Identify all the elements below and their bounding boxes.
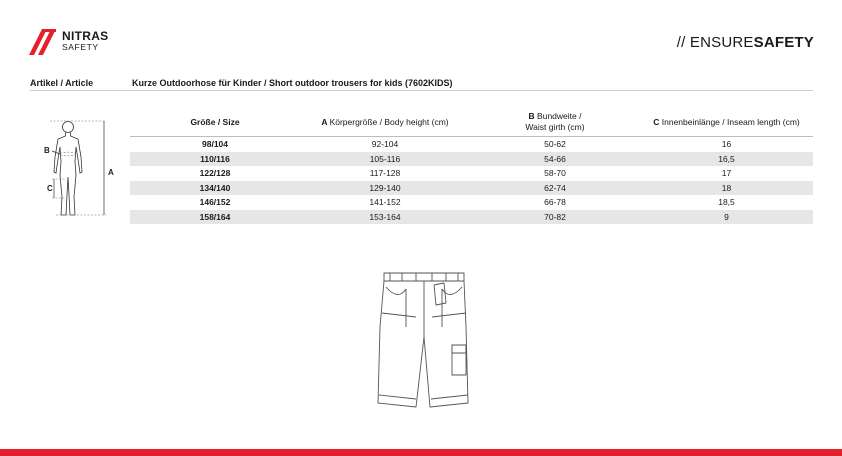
nitras-logo-icon (29, 27, 59, 57)
cell-height: 92-104 (371, 139, 399, 149)
product-drawing (376, 267, 472, 411)
cell-inseam: 17 (721, 168, 732, 178)
header-waist-line2: Waist girth (cm) (525, 122, 585, 132)
cell-waist: 50-62 (544, 139, 566, 149)
slogan (677, 34, 814, 51)
cell-height: 141-152 (369, 197, 401, 207)
table-row (130, 152, 813, 167)
slogan-suffix: SAFETY (753, 34, 814, 51)
slogan-prefix: // ENSURE (676, 34, 754, 51)
article-label: Artikel / Article (30, 78, 94, 88)
nitras-logo (29, 27, 109, 57)
cell-waist: 58-70 (544, 168, 566, 178)
cell-size: 158/164 (130, 210, 300, 225)
header-inseam-prefix: C (653, 116, 660, 127)
footer-accent-bar (0, 449, 842, 456)
cell-inseam: 18 (640, 181, 813, 196)
table-row (130, 181, 813, 196)
shorts-illustration-icon (376, 267, 472, 411)
cell-size: 146/152 (199, 197, 231, 207)
header-height-prefix: A (321, 116, 328, 127)
header-waist-prefix: B (528, 111, 535, 121)
cell-height: 117-128 (369, 168, 401, 178)
cell-inseam: 16,5 (640, 152, 813, 167)
table-row (130, 166, 813, 181)
cell-height: 153-164 (300, 210, 470, 225)
header-height (300, 108, 470, 137)
cell-waist: 70-82 (470, 210, 640, 225)
header-inseam-label: Innenbeinlänge / Inseam length (cm) (661, 116, 800, 127)
header-inseam (640, 108, 813, 137)
cell-waist: 66-78 (544, 197, 566, 207)
cell-inseam: 9 (640, 210, 813, 225)
table-row (130, 137, 813, 152)
table-row (130, 210, 813, 225)
header-divider (30, 90, 813, 91)
cell-size: 98/104 (202, 139, 228, 149)
cell-height: 129-140 (300, 181, 470, 196)
header-waist-line1: Bundweite / (537, 111, 582, 121)
article-title: Kurze Outdoorhose für Kinder / Short outdoor trousers for kids (7602KIDS) (132, 78, 453, 88)
cell-inseam: 16 (721, 139, 732, 149)
cell-waist: 54-66 (470, 152, 640, 167)
header-size: Größe / Size (130, 108, 300, 137)
cell-inseam: 18,5 (718, 197, 735, 207)
cell-size: 134/140 (130, 181, 300, 196)
label-a: A (108, 168, 114, 177)
table-header-row (130, 108, 813, 137)
cell-size: 122/128 (199, 168, 231, 178)
cell-waist: 62-74 (470, 181, 640, 196)
label-b: B (44, 146, 50, 155)
header-waist (470, 108, 640, 137)
brand-name: NITRAS (62, 29, 109, 43)
size-chart-table (130, 108, 813, 224)
cell-height: 105-116 (300, 152, 470, 167)
brand-subtitle: SAFETY (62, 42, 99, 52)
header-height-label: Körpergröße / Body height (cm) (329, 116, 449, 127)
table-row (130, 195, 813, 210)
label-c: C (47, 184, 53, 193)
cell-size: 110/116 (130, 152, 300, 167)
measurement-figure (40, 117, 120, 227)
